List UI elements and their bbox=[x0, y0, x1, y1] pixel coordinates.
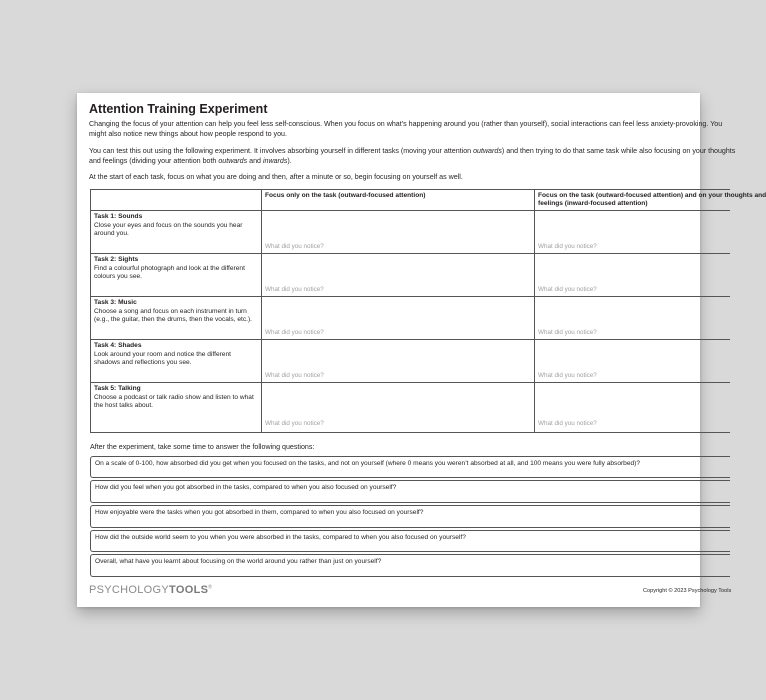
question-text: How enjoyable were the tasks when you got absorbed in them, compared to when you also focused on yourself? bbox=[95, 509, 424, 516]
task-description: Choose a song and focus on each instrument in turn (e.g., the guitar, then the drums, then the vocals, etc.). bbox=[94, 307, 252, 324]
task-description: Close your eyes and focus on the sounds you hear around you. bbox=[94, 221, 243, 238]
answer-field[interactable]: What did you notice? bbox=[538, 286, 597, 293]
answer-field[interactable]: What did you notice? bbox=[538, 420, 597, 427]
column-header-divided-line2: feelings (inward-focused attention) bbox=[538, 200, 648, 208]
table-divider-1 bbox=[261, 190, 262, 432]
instructions-text-b: ) and then trying to do that same task while also focusing on your thoughts and feelings (dividing your attention both bbox=[89, 147, 736, 165]
question-text: Overall, what have you learnt about focusing on the world around you rather than just on yourself? bbox=[95, 558, 382, 565]
question-box[interactable] bbox=[90, 480, 730, 503]
task-description: Look around your room and notice the different shadows and reflections you see. bbox=[94, 350, 231, 367]
table-divider-2 bbox=[534, 190, 535, 432]
table-rule bbox=[91, 210, 730, 211]
task-row-music bbox=[94, 299, 254, 325]
worksheet-page bbox=[77, 93, 766, 607]
answer-field[interactable]: What did you notice? bbox=[538, 372, 597, 379]
task-description: Choose a podcast or talk radio show and listen to what the host talks about. bbox=[94, 393, 254, 410]
table-rule bbox=[91, 382, 730, 383]
copyright-notice: Copyright © 2023 Psychology Tools bbox=[643, 588, 732, 594]
question-text: How did the outside world seem to you when you were absorbed in the tasks, compared to when you also focused on yourself? bbox=[95, 534, 466, 541]
question-text: On a scale of 0-100, how absorbed did you get when you focused on the tasks, and not on yourself (where 0 means you weren’t absorbed at all, and 100 means you were fully absorbed)? bbox=[95, 460, 641, 467]
table-rule bbox=[91, 296, 730, 297]
task-start-paragraph: At the start of each task, focus on what you are doing and then, after a minute or so, begin focusing on yourself as well. bbox=[89, 173, 463, 181]
task-table bbox=[90, 189, 766, 433]
task-name: Task 1: Sounds bbox=[94, 213, 143, 220]
column-header-outward: Focus only on the task (outward-focused attention) bbox=[265, 192, 426, 199]
question-box[interactable] bbox=[90, 530, 730, 552]
task-name: Task 2: Sights bbox=[94, 256, 139, 263]
instructions-text-c: ). bbox=[287, 156, 292, 165]
instructions-and: and bbox=[247, 156, 263, 165]
question-box[interactable] bbox=[90, 456, 730, 478]
instructions-paragraph bbox=[89, 147, 739, 166]
answer-field[interactable]: What did you notice? bbox=[538, 243, 597, 250]
answer-field[interactable]: What did you notice? bbox=[265, 372, 324, 379]
task-name: Task 3: Music bbox=[94, 299, 137, 306]
task-row-sights bbox=[94, 256, 254, 282]
table-rule bbox=[91, 339, 730, 340]
instructions-inwards: inwards bbox=[262, 156, 288, 165]
answer-field[interactable]: What did you notice? bbox=[265, 329, 324, 336]
worksheet-title: Attention Training Experiment bbox=[89, 102, 268, 116]
question-text: How did you feel when you got absorbed in the tasks, compared to when you also focused on yourself? bbox=[95, 484, 397, 491]
intro-paragraph: Changing the focus of your attention can help you feel less self-conscious. When you focus on what’s happening around you (rather than yourself), social interactions can feel less anxiety-provoking. You might also notice new things about how people respond to you. bbox=[89, 120, 723, 138]
instructions-outwards: outwards bbox=[473, 147, 502, 155]
answer-field[interactable]: What did you notice? bbox=[265, 286, 324, 293]
instructions-text-a: You can test this out using the following experiment. It involves absorbing yourself in different tasks (moving your attention bbox=[89, 147, 474, 155]
logo-text-a: PSYCHOLOGY bbox=[89, 584, 170, 596]
psychology-tools-logo bbox=[89, 584, 212, 596]
task-name: Task 5: Talking bbox=[94, 385, 141, 392]
task-row-sounds bbox=[94, 213, 254, 239]
task-row-shades bbox=[94, 342, 254, 368]
instructions-outwards-2: outwards bbox=[218, 156, 248, 165]
questions-intro: After the experiment, take some time to answer the following questions: bbox=[90, 443, 315, 451]
task-name: Task 4: Shades bbox=[94, 342, 142, 349]
question-box[interactable] bbox=[90, 505, 730, 528]
logo-registered-mark: ® bbox=[208, 584, 213, 591]
task-row-talking bbox=[94, 385, 254, 411]
table-rule bbox=[91, 253, 730, 254]
column-header-divided-line1: Focus on the task (outward-focused attention) and on your thoughts and bbox=[538, 192, 766, 199]
answer-field[interactable]: What did you notice? bbox=[265, 243, 324, 250]
answer-field[interactable]: What did you notice? bbox=[265, 420, 324, 427]
logo-text-b: TOOLS bbox=[169, 584, 209, 596]
task-description: Find a colourful photograph and look at the different colours you see. bbox=[94, 264, 245, 281]
question-box[interactable] bbox=[90, 554, 730, 577]
column-header-divided bbox=[538, 192, 766, 209]
answer-field[interactable]: What did you notice? bbox=[538, 329, 597, 336]
